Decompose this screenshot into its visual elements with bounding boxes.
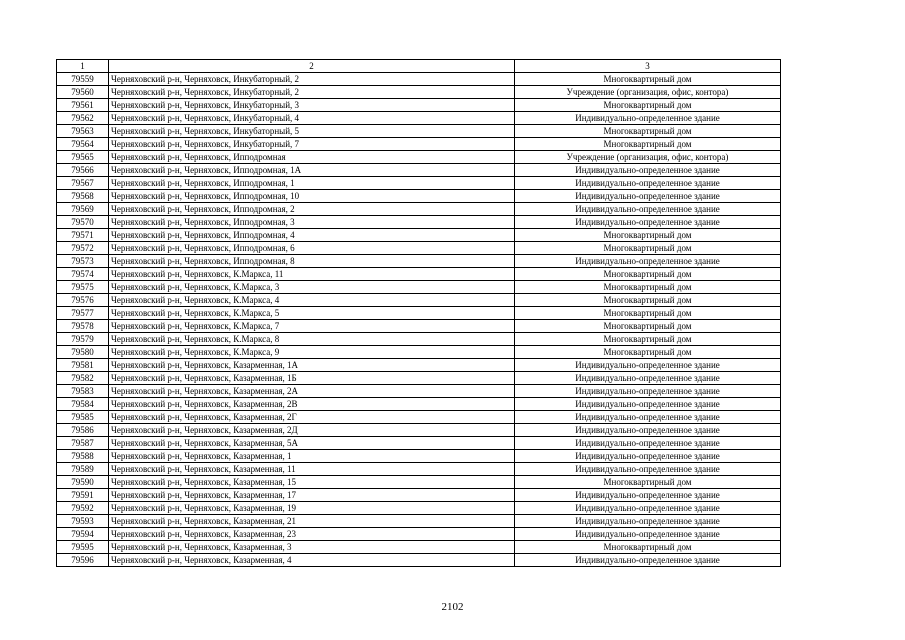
row-number-cell: 79564 [57, 138, 109, 151]
table-row [57, 73, 781, 86]
address-cell: Черняховский р-н, Черняховск, Ипподромная, 2 [109, 203, 515, 216]
address-cell: Черняховский р-н, Черняховск, Казарменная, 1А [109, 359, 515, 372]
address-cell: Черняховский р-н, Черняховск, Ипподромная, 3 [109, 216, 515, 229]
row-number-cell: 79586 [57, 424, 109, 437]
row-number-cell: 79589 [57, 463, 109, 476]
page-number: 2102 [441, 601, 464, 613]
table-row [57, 164, 781, 177]
object-type-cell: Индивидуально-определенное здание [515, 398, 781, 411]
row-number-cell: 79588 [57, 450, 109, 463]
address-cell: Черняховский р-н, Черняховск, Инкубаторный, 2 [109, 86, 515, 99]
row-number-cell: 79579 [57, 333, 109, 346]
row-number-cell: 79594 [57, 528, 109, 541]
row-number-cell: 79567 [57, 177, 109, 190]
address-cell: Черняховский р-н, Черняховск, Казарменная, 23 [109, 528, 515, 541]
row-number-cell: 79595 [57, 541, 109, 554]
address-cell: Черняховский р-н, Черняховск, Ипподромная, 10 [109, 190, 515, 203]
row-number-cell: 79576 [57, 294, 109, 307]
registry-table-body [57, 60, 781, 567]
address-cell: Черняховский р-н, Черняховск, Казарменная, 21 [109, 515, 515, 528]
address-cell: Черняховский р-н, Черняховск, Казарменная, 2В [109, 398, 515, 411]
address-cell: Черняховский р-н, Черняховск, К.Маркса, 5 [109, 307, 515, 320]
row-number-cell: 79560 [57, 86, 109, 99]
address-cell: Черняховский р-н, Черняховск, Казарменная, 17 [109, 489, 515, 502]
table-row [57, 125, 781, 138]
column-header-number: 1 [57, 60, 109, 73]
table-row [57, 333, 781, 346]
registry-table [56, 59, 781, 567]
object-type-cell: Учреждение (организация, офис, контора) [515, 86, 781, 99]
table-row [57, 99, 781, 112]
table-row [57, 190, 781, 203]
table-row [57, 229, 781, 242]
table-row [57, 242, 781, 255]
table-row [57, 450, 781, 463]
table-row [57, 385, 781, 398]
address-cell: Черняховский р-н, Черняховск, Казарменная, 1Б [109, 372, 515, 385]
table-row [57, 502, 781, 515]
address-cell: Черняховский р-н, Черняховск, Ипподромная [109, 151, 515, 164]
row-number-cell: 79590 [57, 476, 109, 489]
row-number-cell: 79566 [57, 164, 109, 177]
object-type-cell: Индивидуально-определенное здание [515, 112, 781, 125]
object-type-cell: Индивидуально-определенное здание [515, 437, 781, 450]
object-type-cell: Индивидуально-определенное здание [515, 372, 781, 385]
object-type-cell: Многоквартирный дом [515, 229, 781, 242]
table-row [57, 86, 781, 99]
table-row [57, 359, 781, 372]
table-row [57, 346, 781, 359]
address-cell: Черняховский р-н, Черняховск, К.Маркса, 9 [109, 346, 515, 359]
row-number-cell: 79581 [57, 359, 109, 372]
table-row [57, 541, 781, 554]
object-type-cell: Многоквартирный дом [515, 333, 781, 346]
table-row [57, 151, 781, 164]
object-type-cell: Индивидуально-определенное здание [515, 450, 781, 463]
object-type-cell: Многоквартирный дом [515, 307, 781, 320]
object-type-cell: Индивидуально-определенное здание [515, 528, 781, 541]
address-cell: Черняховский р-н, Черняховск, Инкубаторный, 5 [109, 125, 515, 138]
row-number-cell: 79575 [57, 281, 109, 294]
table-row [57, 281, 781, 294]
row-number-cell: 79583 [57, 385, 109, 398]
object-type-cell: Индивидуально-определенное здание [515, 216, 781, 229]
address-cell: Черняховский р-н, Черняховск, К.Маркса, 8 [109, 333, 515, 346]
table-row [57, 489, 781, 502]
table-row [57, 476, 781, 489]
object-type-cell: Индивидуально-определенное здание [515, 424, 781, 437]
object-type-cell: Индивидуально-определенное здание [515, 411, 781, 424]
row-number-cell: 79573 [57, 255, 109, 268]
object-type-cell: Индивидуально-определенное здание [515, 489, 781, 502]
row-number-cell: 79565 [57, 151, 109, 164]
row-number-cell: 79571 [57, 229, 109, 242]
address-cell: Черняховский р-н, Черняховск, Казарменная, 19 [109, 502, 515, 515]
table-row [57, 268, 781, 281]
object-type-cell: Многоквартирный дом [515, 541, 781, 554]
object-type-cell: Многоквартирный дом [515, 138, 781, 151]
object-type-cell: Индивидуально-определенное здание [515, 502, 781, 515]
object-type-cell: Индивидуально-определенное здание [515, 255, 781, 268]
address-cell: Черняховский р-н, Черняховск, Казарменная, 15 [109, 476, 515, 489]
address-cell: Черняховский р-н, Черняховск, Казарменная, 2А [109, 385, 515, 398]
address-cell: Черняховский р-н, Черняховск, Казарменная, 5А [109, 437, 515, 450]
table-row [57, 528, 781, 541]
object-type-cell: Многоквартирный дом [515, 320, 781, 333]
row-number-cell: 79582 [57, 372, 109, 385]
object-type-cell: Индивидуально-определенное здание [515, 515, 781, 528]
table-row [57, 463, 781, 476]
address-cell: Черняховский р-н, Черняховск, Казарменная, 3 [109, 541, 515, 554]
table-row [57, 515, 781, 528]
table-row [57, 372, 781, 385]
address-cell: Черняховский р-н, Черняховск, Ипподромная, 1А [109, 164, 515, 177]
object-type-cell: Многоквартирный дом [515, 281, 781, 294]
row-number-cell: 79585 [57, 411, 109, 424]
row-number-cell: 79578 [57, 320, 109, 333]
row-number-cell: 79596 [57, 554, 109, 567]
address-cell: Черняховский р-н, Черняховск, Ипподромная, 8 [109, 255, 515, 268]
row-number-cell: 79562 [57, 112, 109, 125]
table-header-row [57, 60, 781, 73]
table-row [57, 294, 781, 307]
object-type-cell: Многоквартирный дом [515, 99, 781, 112]
row-number-cell: 79587 [57, 437, 109, 450]
address-cell: Черняховский р-н, Черняховск, Казарменная, 2Д [109, 424, 515, 437]
row-number-cell: 79572 [57, 242, 109, 255]
row-number-cell: 79563 [57, 125, 109, 138]
object-type-cell: Индивидуально-определенное здание [515, 463, 781, 476]
row-number-cell: 79569 [57, 203, 109, 216]
table-row [57, 112, 781, 125]
address-cell: Черняховский р-н, Черняховск, Инкубаторный, 7 [109, 138, 515, 151]
address-cell: Черняховский р-н, Черняховск, К.Маркса, 7 [109, 320, 515, 333]
object-type-cell: Индивидуально-определенное здание [515, 359, 781, 372]
address-cell: Черняховский р-н, Черняховск, К.Маркса, 3 [109, 281, 515, 294]
address-cell: Черняховский р-н, Черняховск, Казарменная, 2Г [109, 411, 515, 424]
address-cell: Черняховский р-н, Черняховск, К.Маркса, 4 [109, 294, 515, 307]
row-number-cell: 79574 [57, 268, 109, 281]
row-number-cell: 79592 [57, 502, 109, 515]
row-number-cell: 79561 [57, 99, 109, 112]
address-cell: Черняховский р-н, Черняховск, Ипподромная, 6 [109, 242, 515, 255]
row-number-cell: 79591 [57, 489, 109, 502]
address-cell: Черняховский р-н, Черняховск, К.Маркса, 11 [109, 268, 515, 281]
object-type-cell: Индивидуально-определенное здание [515, 190, 781, 203]
row-number-cell: 79568 [57, 190, 109, 203]
address-cell: Черняховский р-н, Черняховск, Казарменная, 11 [109, 463, 515, 476]
table-row [57, 424, 781, 437]
row-number-cell: 79570 [57, 216, 109, 229]
object-type-cell: Индивидуально-определенное здание [515, 385, 781, 398]
address-cell: Черняховский р-н, Черняховск, Ипподромная, 1 [109, 177, 515, 190]
column-header-object-type: 3 [515, 60, 781, 73]
object-type-cell: Индивидуально-определенное здание [515, 203, 781, 216]
table-row [57, 177, 781, 190]
row-number-cell: 79593 [57, 515, 109, 528]
object-type-cell: Многоквартирный дом [515, 242, 781, 255]
object-type-cell: Индивидуально-определенное здание [515, 554, 781, 567]
column-header-address: 2 [109, 60, 515, 73]
table-row [57, 216, 781, 229]
table-row [57, 398, 781, 411]
row-number-cell: 79580 [57, 346, 109, 359]
object-type-cell: Многоквартирный дом [515, 268, 781, 281]
address-cell: Черняховский р-н, Черняховск, Инкубаторный, 3 [109, 99, 515, 112]
object-type-cell: Многоквартирный дом [515, 346, 781, 359]
address-cell: Черняховский р-н, Черняховск, Инкубаторный, 4 [109, 112, 515, 125]
row-number-cell: 79559 [57, 73, 109, 86]
row-number-cell: 79577 [57, 307, 109, 320]
object-type-cell: Многоквартирный дом [515, 73, 781, 86]
table-row [57, 203, 781, 216]
address-cell: Черняховский р-н, Черняховск, Ипподромная, 4 [109, 229, 515, 242]
object-type-cell: Многоквартирный дом [515, 125, 781, 138]
object-type-cell: Многоквартирный дом [515, 294, 781, 307]
object-type-cell: Многоквартирный дом [515, 476, 781, 489]
object-type-cell: Индивидуально-определенное здание [515, 177, 781, 190]
table-row [57, 307, 781, 320]
table-row [57, 255, 781, 268]
table-row [57, 138, 781, 151]
object-type-cell: Индивидуально-определенное здание [515, 164, 781, 177]
address-cell: Черняховский р-н, Черняховск, Инкубаторный, 2 [109, 73, 515, 86]
table-row [57, 437, 781, 450]
table-row [57, 554, 781, 567]
object-type-cell: Учреждение (организация, офис, контора) [515, 151, 781, 164]
table-row [57, 320, 781, 333]
row-number-cell: 79584 [57, 398, 109, 411]
address-cell: Черняховский р-н, Черняховск, Казарменная, 4 [109, 554, 515, 567]
table-row [57, 411, 781, 424]
address-cell: Черняховский р-н, Черняховск, Казарменная, 1 [109, 450, 515, 463]
